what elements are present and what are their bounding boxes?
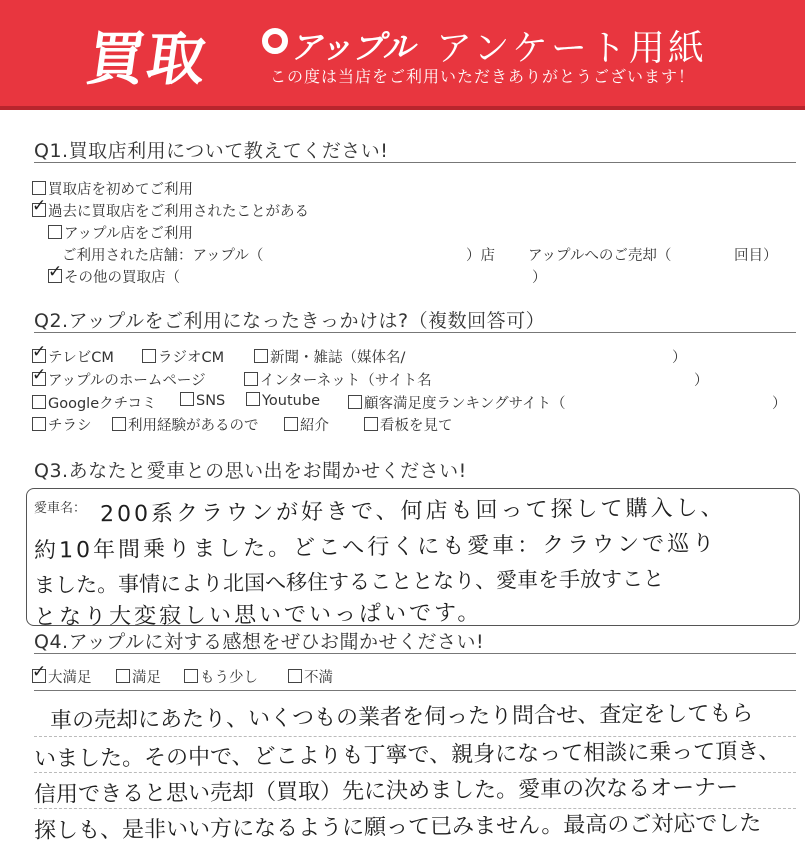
- q3-answer-line: となり大変寂しい思いでいっぱいです。: [33, 600, 483, 631]
- survey-title: アンケート用紙: [436, 28, 707, 69]
- q1-store-name-line: ご利用された店舗：アップル（: [62, 248, 264, 264]
- q1-sales-count-label: アップルへのご売却（: [528, 248, 672, 264]
- checked-checkbox-icon[interactable]: [48, 269, 62, 283]
- checkbox-icon[interactable]: [142, 349, 156, 363]
- q3-answer-line: 約10年間乗りました。どこへ行くにも愛車：クラウンで巡り: [33, 531, 718, 564]
- q2-row2-close: ）: [694, 373, 709, 389]
- q1-option-apple-store[interactable]: アップル店をご利用: [48, 222, 193, 243]
- q2-option-youtube[interactable]: Youtube: [246, 392, 320, 409]
- checked-checkbox-icon[interactable]: [32, 349, 46, 363]
- q4-answer-line: 車の売却にあたり、いくつもの業者を伺ったり問合せ、査定をしてもら: [49, 701, 754, 734]
- q2-option-tv-cm[interactable]: ✓テレビCM: [32, 346, 114, 367]
- q2-option-internet[interactable]: インターネット（サイト名: [244, 369, 432, 390]
- q1-option-first-time[interactable]: 買取店を初めてご利用: [32, 178, 193, 199]
- q1-heading: Q1.買取店利用について教えてください!: [34, 140, 389, 162]
- checkbox-icon[interactable]: [284, 417, 298, 431]
- q4-answer-line: いました。その中で、どこよりも丁寧で、親身になって相談に乗って頂き、: [33, 739, 781, 772]
- q1-option-other-store[interactable]: ✓その他の買取店（: [48, 266, 180, 287]
- checkbox-icon[interactable]: [348, 395, 362, 409]
- checked-checkbox-icon[interactable]: [32, 203, 46, 217]
- q3-answer-line: 200系クラウンが好きで、何店も回って探して購入し、: [99, 495, 726, 528]
- q2-option-ranking-site[interactable]: 顧客満足度ランキングサイト（: [348, 392, 566, 413]
- header-subtitle: この度は当店をご利用いただきありがとうございます！: [270, 67, 696, 86]
- q2-heading: Q2.アップルをご利用になったきっかけは?（複数回答可）: [34, 310, 546, 332]
- checkbox-icon[interactable]: [116, 669, 130, 683]
- checkbox-icon[interactable]: [288, 669, 302, 683]
- checked-checkbox-icon[interactable]: [32, 669, 46, 683]
- q4-options-divider: [34, 690, 796, 691]
- q2-option-radio-cm[interactable]: ラジオCM: [142, 346, 224, 367]
- q1-option-used-before[interactable]: ✓過去に買取店をご利用されたことがある: [32, 200, 309, 221]
- q2-option-sns[interactable]: SNS: [180, 392, 225, 409]
- brand-logo: アップル: [290, 28, 415, 66]
- q4-answer-line: 信用できると思い売却（買取）先に決めました。愛車の次なるオーナー: [33, 775, 739, 808]
- q1-sales-count-suffix: 回目）: [734, 248, 778, 264]
- q3-heading: Q3.あなたと愛車との思い出をお聞かせください!: [34, 460, 467, 482]
- header-kaitori-title: 買取: [82, 25, 213, 93]
- checkbox-icon[interactable]: [364, 417, 378, 431]
- checkbox-icon[interactable]: [32, 395, 46, 409]
- q2-row1-close: ）: [672, 350, 687, 366]
- checkbox-icon[interactable]: [246, 392, 260, 406]
- q2-option-signboard[interactable]: 看板を見て: [364, 414, 453, 435]
- checkbox-icon[interactable]: [180, 392, 194, 406]
- checkbox-icon[interactable]: [32, 417, 46, 431]
- q4-answer-line: 探しも、是非いい方になるように願って已みません。最高のご対応でした: [33, 811, 762, 844]
- checkbox-icon[interactable]: [112, 417, 126, 431]
- q2-option-referral[interactable]: 紹介: [284, 414, 329, 435]
- checked-checkbox-icon[interactable]: [32, 372, 46, 386]
- q2-row3-close: ）: [772, 396, 787, 412]
- header-fold: [0, 106, 805, 110]
- checkbox-icon[interactable]: [254, 349, 268, 363]
- q4-option-so-so[interactable]: もう少し: [184, 666, 258, 687]
- q1-other-close: ）: [532, 270, 547, 286]
- apple-logo-icon: [262, 28, 288, 54]
- checkbox-icon[interactable]: [184, 669, 198, 683]
- checkbox-icon[interactable]: [32, 181, 46, 195]
- q2-option-flyer[interactable]: チラシ: [32, 414, 92, 435]
- q4-option-dissatisfied[interactable]: 不満: [288, 666, 333, 687]
- q4-heading: Q4.アップルに対する感想をぜひお聞かせください!: [34, 631, 485, 653]
- q2-option-google[interactable]: Googleクチコミ: [32, 392, 157, 413]
- q4-option-satisfied[interactable]: 満足: [116, 666, 161, 687]
- checkbox-icon[interactable]: [244, 372, 258, 386]
- q1-store-suffix: ）店: [466, 248, 495, 264]
- car-name-label: 愛車名：: [34, 501, 87, 516]
- q2-divider: [34, 332, 796, 333]
- q4-option-very-satisfied[interactable]: ✓大満足: [32, 666, 92, 687]
- q2-option-newspaper[interactable]: 新聞・雑誌（媒体名/: [254, 346, 405, 367]
- q2-option-experience[interactable]: 利用経験があるので: [112, 414, 259, 435]
- header-banner: [0, 0, 805, 108]
- q3-answer-line: ました。事情により北国へ移住することとなり、愛車を手放すこと: [33, 566, 665, 598]
- q4-divider: [34, 653, 796, 654]
- q2-option-homepage[interactable]: ✓アップルのホームページ: [32, 369, 206, 390]
- q1-divider: [34, 162, 796, 163]
- checkbox-icon[interactable]: [48, 225, 62, 239]
